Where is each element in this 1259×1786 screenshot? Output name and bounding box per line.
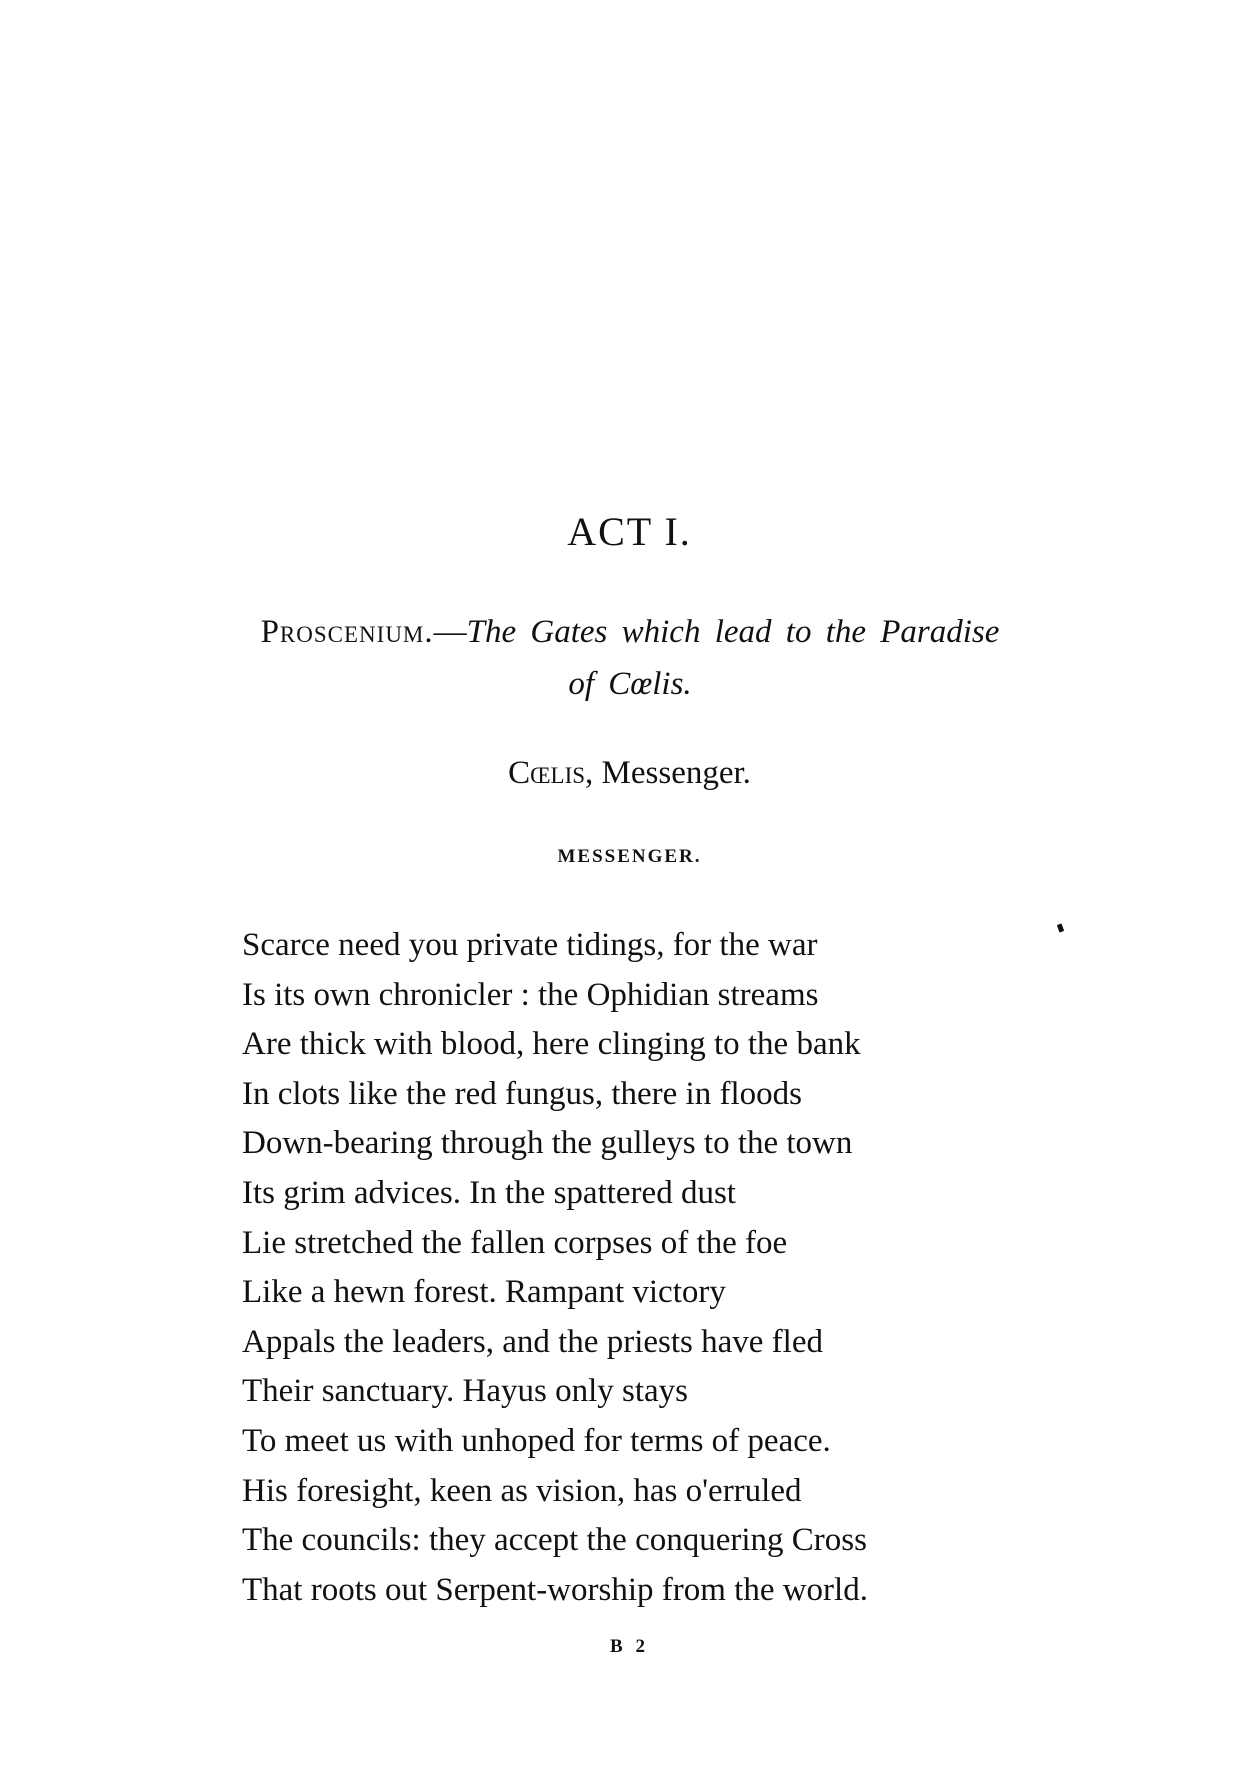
act-title: ACT I. xyxy=(567,509,692,554)
verse-line: Is its own chronicler : the Ophidian streams xyxy=(242,976,819,1013)
verse-line: Are thick with blood, here clinging to the bank xyxy=(242,1026,861,1063)
verse-line: Lie stretched the fallen corpses of the foe xyxy=(242,1224,788,1261)
verse-line: That roots out Serpent-worship from the world. xyxy=(242,1571,868,1608)
verse-line: The councils: they accept the conquering Cross xyxy=(242,1522,867,1559)
verse-line: His foresight, keen as vision, has o'erruled xyxy=(242,1472,802,1509)
character-messenger: Messenger. xyxy=(601,755,751,791)
verse-line: Like a hewn forest. Rampant victory xyxy=(242,1274,726,1311)
verse-line: To meet us with unhoped for terms of peace. xyxy=(242,1422,831,1459)
signature-mark: B 2 xyxy=(610,1636,649,1657)
character-coelis: Cœlis, xyxy=(508,755,594,791)
scene-heading xyxy=(190,606,1070,710)
scene-label: Proscenium. xyxy=(260,614,434,650)
verse-line: In clots like the red fungus, there in floods xyxy=(242,1075,802,1112)
speaker-heading: MESSENGER. xyxy=(557,846,702,867)
verse-line: Scarce need you private tidings, for the war xyxy=(242,927,818,963)
scene-description-line-2: of Cœlis. xyxy=(568,666,692,702)
scene-dash: — xyxy=(433,614,467,650)
verse-line: Down-bearing through the gulleys to the town xyxy=(242,1125,853,1162)
dramatis-personae xyxy=(0,755,1259,792)
verse-line: Its grim advices. In the spattered dust xyxy=(242,1174,736,1211)
verse-line: Their sanctuary. Hayus only stays xyxy=(242,1373,688,1410)
scene-description-line-1: The Gates which lead to the Paradise xyxy=(466,614,1000,650)
verse-block xyxy=(242,921,1082,1615)
verse-line: Appals the leaders, and the priests have fled xyxy=(242,1323,823,1360)
